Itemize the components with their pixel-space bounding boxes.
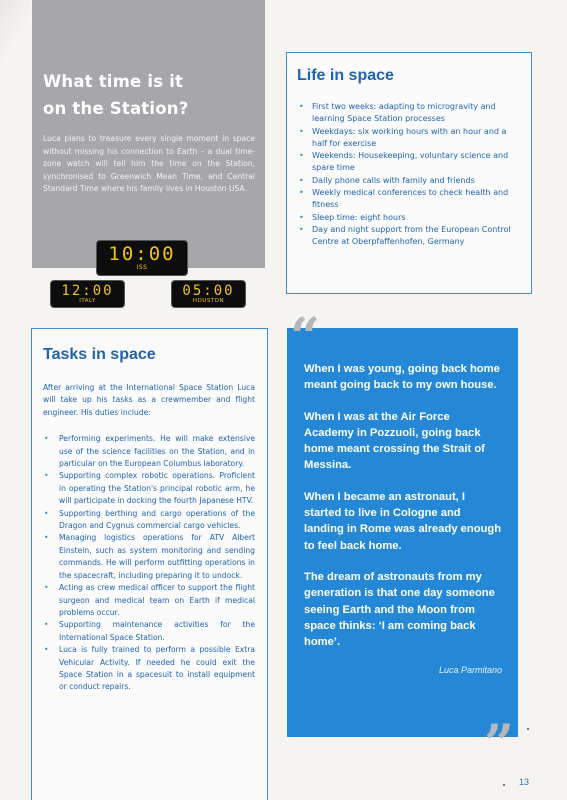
list-item: • Luca is fully trained to perform a possible Extra Vehicular Activity. If needed he could exit the Space Station in a spacesuit to install equipment or conduct repairs. [43, 644, 255, 694]
decorative-dot [503, 784, 505, 786]
list-item: • Supporting maintenance activities for the International Space Station. [43, 619, 255, 644]
clock-iss [97, 241, 187, 275]
life-in-space-list [297, 101, 521, 249]
list-item: • Acting as crew medical officer to support the flight surgeon and medical team on Earth if medical problems occur. [43, 582, 255, 619]
tasks-in-space-title: Tasks in space [43, 346, 156, 363]
list-item: • Weekdays: six working hours with an hour and a half for exercise [297, 126, 521, 151]
clock-houston [172, 281, 245, 307]
close-quote-mark-icon: ” [484, 714, 514, 775]
list-item: • Sleep time: eight hours [297, 212, 521, 224]
tasks-intro: After arriving at the International Space Station Luca will take up his tasks as a crewmember and flight engineer. His duties include: [43, 383, 255, 417]
quote-paragraph: When I became an astronaut, I started to live in Cologne and landing in Rome was already enough to feel back home. [304, 490, 502, 552]
list-item: • Supporting complex robotic operations. Proficient in operating the Station's principal robotic arm, he will participate in docking the fourth Japanese HTV. [43, 470, 255, 507]
clock-iss-time: 10:00 [108, 243, 176, 265]
list-item: • Managing logistics operations for ATV Albert Einstein, such as system monitoring and sending commands. He will perform outfitting operations in the spacecraft, including preparing it to undock. [43, 532, 255, 582]
list-item: • Daily phone calls with family and friends [297, 175, 521, 187]
page-number: 13 [519, 777, 530, 787]
time-panel-title-line2: on the Station? [43, 99, 189, 118]
decorative-dot [527, 728, 529, 730]
clock-iss-label: ISS [136, 264, 148, 271]
life-in-space-box [286, 52, 532, 294]
time-panel-title-line1: What time is it [43, 72, 184, 91]
list-item: • Supporting berthing and cargo operations of the Dragon and Cygnus commercial cargo vehicles. [43, 508, 255, 533]
time-panel [32, 0, 265, 268]
life-in-space-title: Life in space [297, 67, 394, 84]
quote-author: Luca Parmitano [438, 665, 502, 676]
clock-italy-time: 12:00 [61, 282, 114, 299]
list-item: • Day and night support from the European Control Centre at Oberpfaffenhofen, Germany [297, 224, 521, 249]
open-quote-mark-icon: “ [290, 307, 320, 368]
tasks-list [43, 433, 255, 694]
list-item: • Weekends: Housekeeping, voluntary science and spare time [297, 150, 521, 175]
list-item: • First two weeks: adapting to microgravity and learning Space Station processes [297, 101, 521, 126]
time-panel-text: Luca plans to treasure every single moment in space without missing his connection to Earth – a dual time-zone watch will tell him the time on the Station, synchronised to Greenwich Mean Time, and Central Standard Time where his family lives in Houston USA. [43, 134, 255, 193]
clock-italy-label: ITALY [79, 297, 96, 304]
quote-paragraph: The dream of astronauts from my generation is that one day someone seeing Earth and the Moon from space thinks: ‘I am coming back home’. [304, 570, 495, 649]
quote-paragraph: When I was young, going back home meant going back to my own house. [304, 363, 500, 392]
quote-paragraph: When I was at the Air Force Academy in Pozzuoli, going back home meant crossing the Strait of Messina. [304, 410, 485, 472]
page-fold [0, 0, 30, 70]
quote-box [287, 328, 518, 737]
list-item: • Performing experiments. He will make extensive use of the science facilities on the Station, and in particular on the European Columbus laboratory. [43, 433, 255, 470]
tasks-in-space-box [31, 328, 268, 800]
clock-houston-time: 05:00 [182, 282, 235, 299]
list-item: • Weekly medical conferences to check health and fitness [297, 187, 521, 212]
clock-houston-label: HOUSTON [192, 297, 225, 304]
clock-italy [51, 281, 124, 307]
